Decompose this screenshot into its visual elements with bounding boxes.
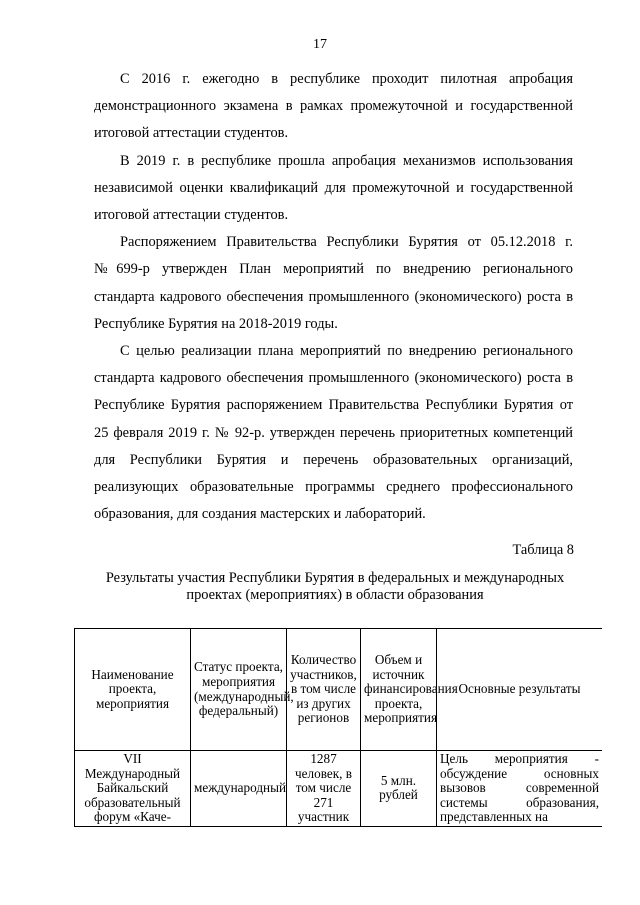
page-number: 17: [313, 37, 327, 52]
paragraph-4: С целью реализации плана мероприятий по внедрению регионального стандарта кадрового обеспечения промышленного (экономического) роста в Республике Бурятия распоряжением Правительства Республики Бурятия от 25 февраля 2019 г. № 92-р. утвержден перечень приоритетных компетенций для Республики Бурятия и перечень образовательных организаций, реализующих образовательные программы среднего профессионального образования, для создания мастерских и лабораторий.: [94, 343, 573, 523]
table-label: Таблица 8: [512, 542, 574, 558]
paragraph-2: В 2019 г. в республике прошла апробация механизмов использования независимой оценки квалификаций для промежуточной и государственной итоговой аттестации студентов.: [94, 152, 573, 224]
table-header-cell: Основные результаты: [437, 629, 603, 751]
table-cell-participants: 1287 человек, в том числе 271 участник: [287, 751, 361, 827]
paragraph-1: С 2016 г. ежегодно в республике проходит пилотная апробация демонстрационного экзамена в рамках промежуточной и государственной итоговой аттестации студентов.: [94, 71, 573, 142]
table-cell-results: Цель мероприятия - обсуждение основных вызовов современной системы образования, представленных на: [437, 751, 603, 827]
table-header-cell: Количество участников, в том числе из других регионов: [287, 629, 361, 751]
table-cell-status: международный: [191, 751, 287, 827]
body-text: [94, 66, 573, 528]
table-header-cell: Объем и источник финансирования проекта, мероприятия: [361, 629, 437, 751]
table-cell-funding: 5 млн. рублей: [361, 751, 437, 827]
table-row: [75, 751, 603, 827]
table-header-row: [75, 629, 603, 751]
results-table-container: [74, 628, 602, 844]
table-title: Результаты участия Республики Бурятия в федеральных и международных проектах (мероприятиях) в области образования: [105, 570, 565, 603]
table-cell-project: VII Международный Байкальский образовательный форум «Каче-: [75, 751, 191, 827]
paragraph-3: Распоряжением Правительства Республики Бурятия от 05.12.2018 г. №699-р утвержден План мероприятий по внедрению регионального стандарта кадрового обеспечения промышленного (экономического) роста в Республике Бурятия на 2018-2019 годы.: [94, 234, 573, 332]
table-header-cell: Статус проекта, мероприятия (международный, федеральный): [191, 629, 287, 751]
results-table: [74, 628, 602, 827]
table-header-cell: Наименование проекта, мероприятия: [75, 629, 191, 751]
